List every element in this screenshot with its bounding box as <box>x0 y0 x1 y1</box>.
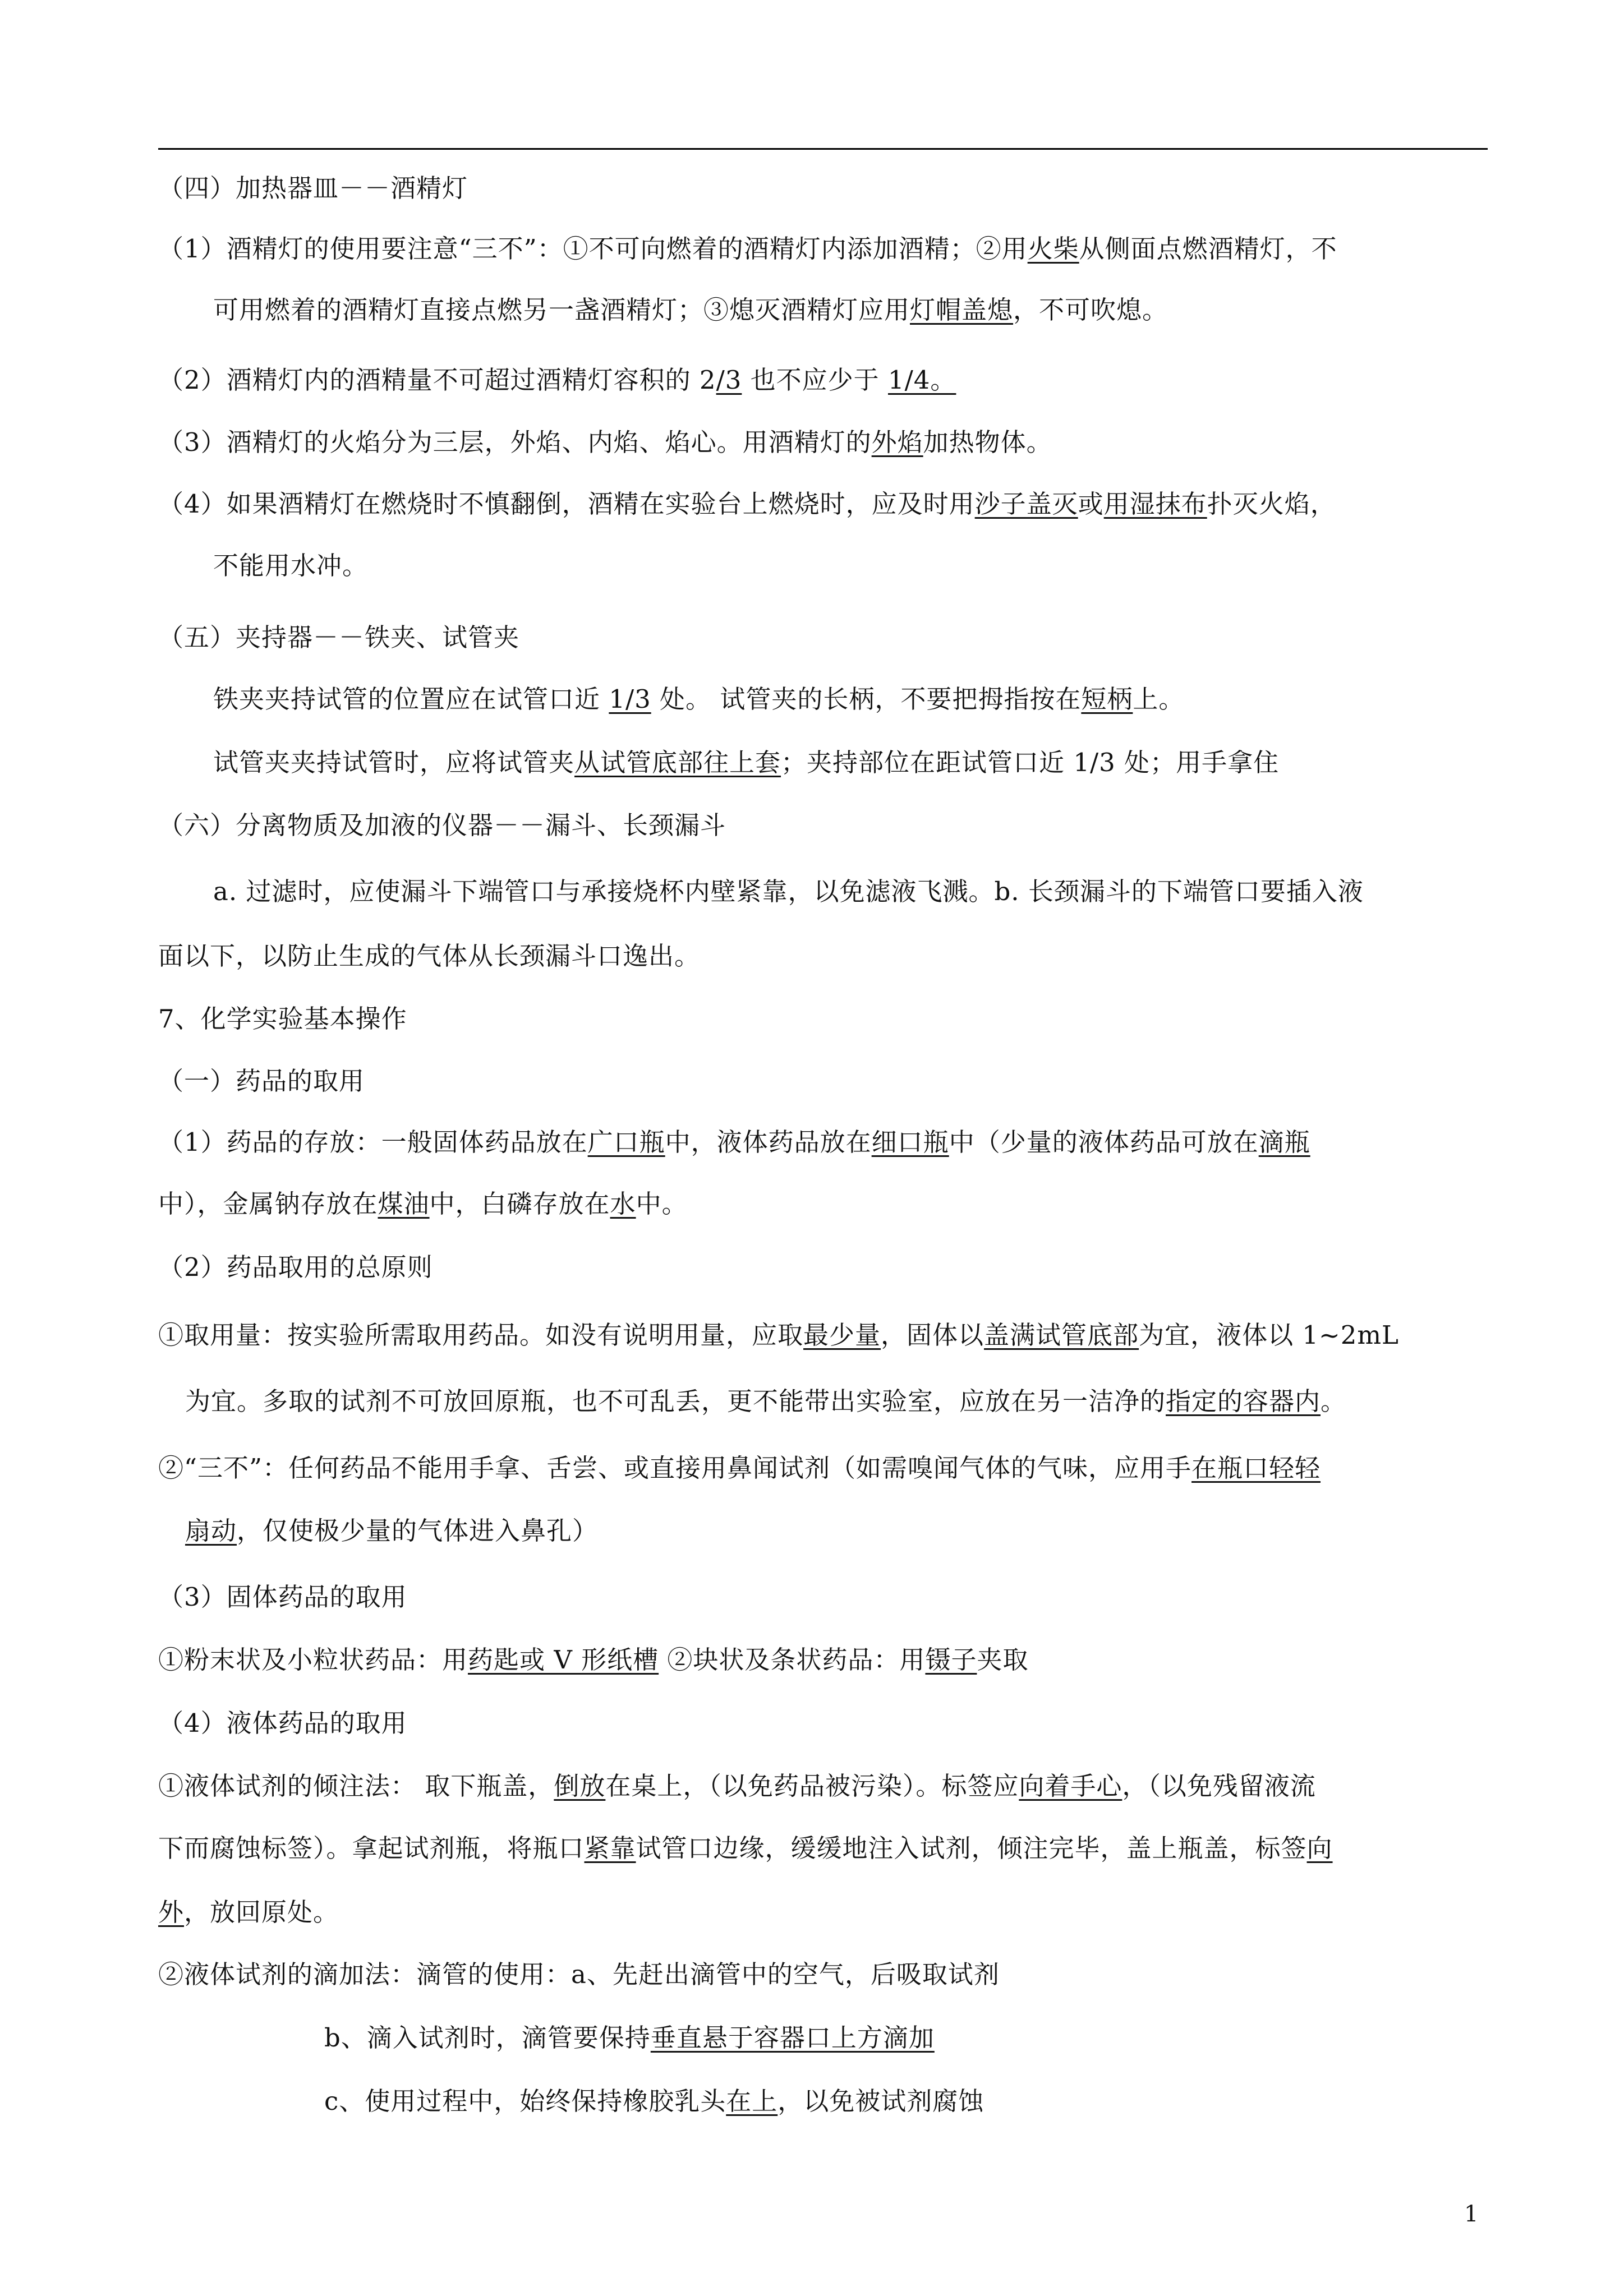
paragraph-line: ①液体试剂的倾注法： 取下瓶盖，倒放在桌上，（以免药品被污染）。标签应向着手心，（以免残留液流 <box>158 1771 1316 1801</box>
paragraph-line: （2）酒精灯内的酒精量不可超过酒精灯容积的 2/3 也不应少于 1/4。 <box>158 365 956 395</box>
section-heading-4: （四）加热器皿－－酒精灯 <box>158 173 468 203</box>
paragraph-line: 铁夹夹持试管的位置应在试管口近 1/3 处。 试管夹的长柄，不要把拇指按在短柄上。 <box>213 684 1185 714</box>
subsection-heading: （3）固体药品的取用 <box>158 1582 407 1612</box>
paragraph-line: （1）酒精灯的使用要注意“三不”：①不可向燃着的酒精灯内添加酒精；②用火柴从侧面点燃酒精灯，不 <box>158 234 1337 264</box>
paragraph-line: b、滴入试剂时，滴管要保持垂直悬于容器口上方滴加 <box>324 2023 935 2053</box>
paragraph-line: 扇动，仅使极少量的气体进入鼻孔） <box>185 1516 599 1546</box>
paragraph-line: 为宜。多取的试剂不可放回原瓶，也不可乱丢，更不能带出实验室，应放在另一洁净的指定的容器内。 <box>185 1386 1347 1416</box>
page-number: 1 <box>1464 2201 1479 2227</box>
section-heading-6: （六）分离物质及加液的仪器－－漏斗、长颈漏斗 <box>158 810 726 840</box>
section-heading-7: 7、化学实验基本操作 <box>158 1004 407 1034</box>
subsection-heading: （一）药品的取用 <box>158 1066 365 1096</box>
header-rule <box>158 148 1488 150</box>
paragraph-line: 外，放回原处。 <box>158 1897 339 1927</box>
paragraph-line: （3）酒精灯的火焰分为三层，外焰、内焰、焰心。用酒精灯的外焰加热物体。 <box>158 427 1052 457</box>
paragraph-line: a. 过滤时，应使漏斗下端管口与承接烧杯内壁紧靠，以免滤液飞溅。b. 长颈漏斗的下端管口要插入液 <box>213 877 1364 906</box>
paragraph-line: c、使用过程中，始终保持橡胶乳头在上，以免被试剂腐蚀 <box>324 2086 984 2116</box>
paragraph-line: 面以下，以防止生成的气体从长颈漏斗口逸出。 <box>158 941 701 971</box>
paragraph-line: ①取用量：按实验所需取用药品。如没有说明用量，应取最少量，固体以盖满试管底部为宜，液体以 1~2mL <box>158 1320 1399 1350</box>
paragraph-line: 不能用水冲。 <box>213 551 369 580</box>
subsection-heading: （4）液体药品的取用 <box>158 1708 407 1738</box>
paragraph-line: ②“三不”：任何药品不能用手拿、舌尝、或直接用鼻闻试剂（如需嗅闻气体的气味，应用手在瓶口轻轻 <box>158 1453 1321 1483</box>
paragraph-line: 可用燃着的酒精灯直接点燃另一盏酒精灯；③熄灭酒精灯应用灯帽盖熄，不可吹熄。 <box>213 295 1168 325</box>
paragraph-line: ②液体试剂的滴加法：滴管的使用：a、先赶出滴管中的空气，后吸取试剂 <box>158 1960 1000 1989</box>
paragraph-line: （4）如果酒精灯在燃烧时不慎翻倒，酒精在实验台上燃烧时，应及时用沙子盖灭或用湿抹布扑灭火焰， <box>158 489 1336 519</box>
paragraph-line: 下而腐蚀标签）。拿起试剂瓶，将瓶口紧靠试管口边缘，缓缓地注入试剂，倾注完毕，盖上瓶盖，标签向 <box>158 1833 1333 1863</box>
section-heading-5: （五）夹持器－－铁夹、试管夹 <box>158 623 520 652</box>
paragraph-line: 中），金属钠存放在煤油中，白磷存放在水中。 <box>158 1189 688 1219</box>
paragraph-line: 试管夹夹持试管时，应将试管夹从试管底部往上套；夹持部位在距试管口近 1/3 处；用手拿住 <box>213 748 1280 777</box>
paragraph-line: ①粉末状及小粒状药品：用药匙或 V 形纸槽 ②块状及条状药品：用镊子夹取 <box>158 1645 1029 1675</box>
paragraph-line: （1）药品的存放：一般固体药品放在广口瓶中，液体药品放在细口瓶中（少量的液体药品可放在滴瓶 <box>158 1127 1310 1157</box>
subsection-heading: （2）药品取用的总原则 <box>158 1252 433 1282</box>
